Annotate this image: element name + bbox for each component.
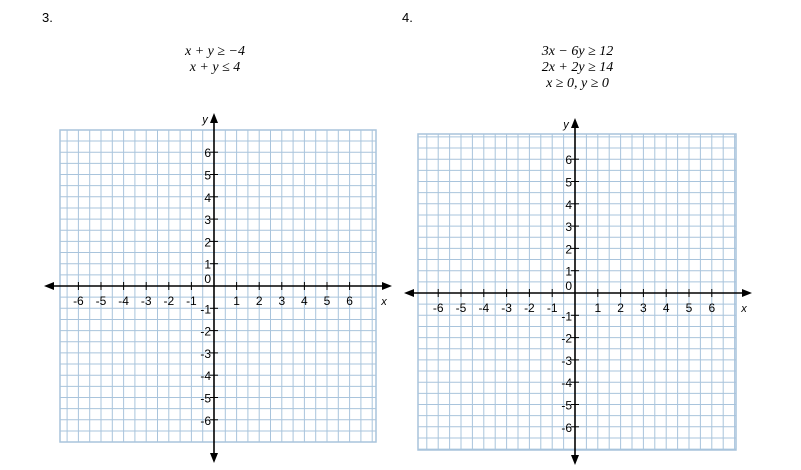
y-axis-up-arrow bbox=[210, 113, 218, 123]
y-tick-label: -2 bbox=[200, 324, 211, 339]
x-axis-left-arrow bbox=[404, 289, 414, 297]
x-axis-label: x bbox=[741, 303, 747, 315]
y-tick-label: 5 bbox=[204, 168, 211, 183]
x-tick-label: -5 bbox=[455, 301, 467, 315]
y-tick-label: -6 bbox=[200, 413, 211, 428]
x-tick-label: 2 bbox=[617, 301, 624, 315]
y-tick-label: -1 bbox=[561, 309, 572, 324]
coordinate-plane-3 bbox=[44, 113, 392, 463]
x-axis-right-arrow bbox=[742, 289, 752, 297]
y-tick-label: 6 bbox=[204, 146, 211, 161]
x-tick-label: 1 bbox=[233, 294, 240, 308]
y-tick-label: 3 bbox=[204, 213, 211, 228]
inequality-line: 3x − 6y ≥ 12 bbox=[541, 44, 614, 59]
y-tick-label: -5 bbox=[561, 398, 572, 413]
problem-3-number: 3. bbox=[42, 10, 53, 25]
y-tick-label: 1 bbox=[565, 264, 572, 279]
y-axis-label: y bbox=[563, 119, 569, 131]
x-tick-label: -2 bbox=[163, 294, 175, 308]
x-axis-left-arrow bbox=[44, 282, 54, 290]
y-tick-label: -6 bbox=[561, 420, 572, 435]
x-tick-label: 4 bbox=[662, 301, 670, 315]
x-tick-label: 1 bbox=[594, 301, 602, 315]
y-axis-label: y bbox=[202, 114, 208, 126]
x-tick-label: 3 bbox=[278, 294, 286, 308]
y-tick-label: -2 bbox=[561, 331, 572, 346]
y-tick-label: 4 bbox=[565, 197, 572, 212]
y-tick-label: 1 bbox=[204, 257, 211, 272]
y-tick-label: -5 bbox=[200, 391, 211, 406]
inequality-line: x ≥ 0, y ≥ 0 bbox=[546, 76, 609, 91]
x-tick-label: 4 bbox=[301, 294, 308, 308]
inequality-line: x + y ≤ 4 bbox=[189, 60, 241, 75]
x-tick-label: -1 bbox=[186, 294, 197, 308]
x-tick-label: 3 bbox=[640, 301, 647, 315]
x-tick-label: 2 bbox=[255, 294, 263, 308]
x-axis-label: x bbox=[381, 296, 387, 308]
x-tick-label: -4 bbox=[478, 301, 490, 315]
y-tick-label: -4 bbox=[561, 376, 572, 391]
origin-label: 0 bbox=[204, 272, 211, 286]
y-tick-label: -3 bbox=[200, 346, 211, 361]
y-tick-label: -3 bbox=[561, 353, 572, 368]
problem-4-number: 4. bbox=[402, 10, 413, 25]
y-tick-label: -1 bbox=[200, 302, 211, 317]
inequality-line: x + y ≥ −4 bbox=[184, 44, 245, 59]
coordinate-plane-4 bbox=[404, 118, 752, 465]
x-tick-label: -2 bbox=[524, 301, 535, 315]
x-tick-label: 5 bbox=[323, 294, 331, 308]
x-axis-right-arrow bbox=[382, 282, 392, 290]
x-tick-label: -3 bbox=[140, 294, 152, 308]
y-tick-label: 2 bbox=[204, 235, 211, 250]
inequality-line: 2x + 2y ≥ 14 bbox=[541, 60, 614, 75]
y-axis-down-arrow bbox=[571, 455, 579, 465]
y-axis-down-arrow bbox=[210, 453, 218, 463]
x-tick-label: 6 bbox=[346, 294, 353, 308]
x-tick-label: -4 bbox=[118, 294, 129, 308]
x-tick-label: -6 bbox=[73, 294, 84, 308]
x-tick-label: -1 bbox=[546, 301, 558, 315]
x-tick-label: -6 bbox=[432, 301, 444, 315]
x-tick-label: -5 bbox=[95, 294, 107, 308]
y-tick-label: 2 bbox=[565, 242, 572, 257]
y-tick-label: 6 bbox=[565, 153, 572, 168]
y-tick-label: -4 bbox=[200, 369, 211, 384]
x-tick-label: -3 bbox=[501, 301, 512, 315]
origin-label: 0 bbox=[565, 279, 572, 293]
x-tick-label: 5 bbox=[685, 301, 693, 315]
x-tick-label: 6 bbox=[708, 301, 716, 315]
y-tick-label: 4 bbox=[204, 190, 211, 205]
y-tick-label: 3 bbox=[565, 220, 572, 235]
y-tick-label: 5 bbox=[565, 175, 572, 190]
y-axis-up-arrow bbox=[571, 118, 579, 128]
